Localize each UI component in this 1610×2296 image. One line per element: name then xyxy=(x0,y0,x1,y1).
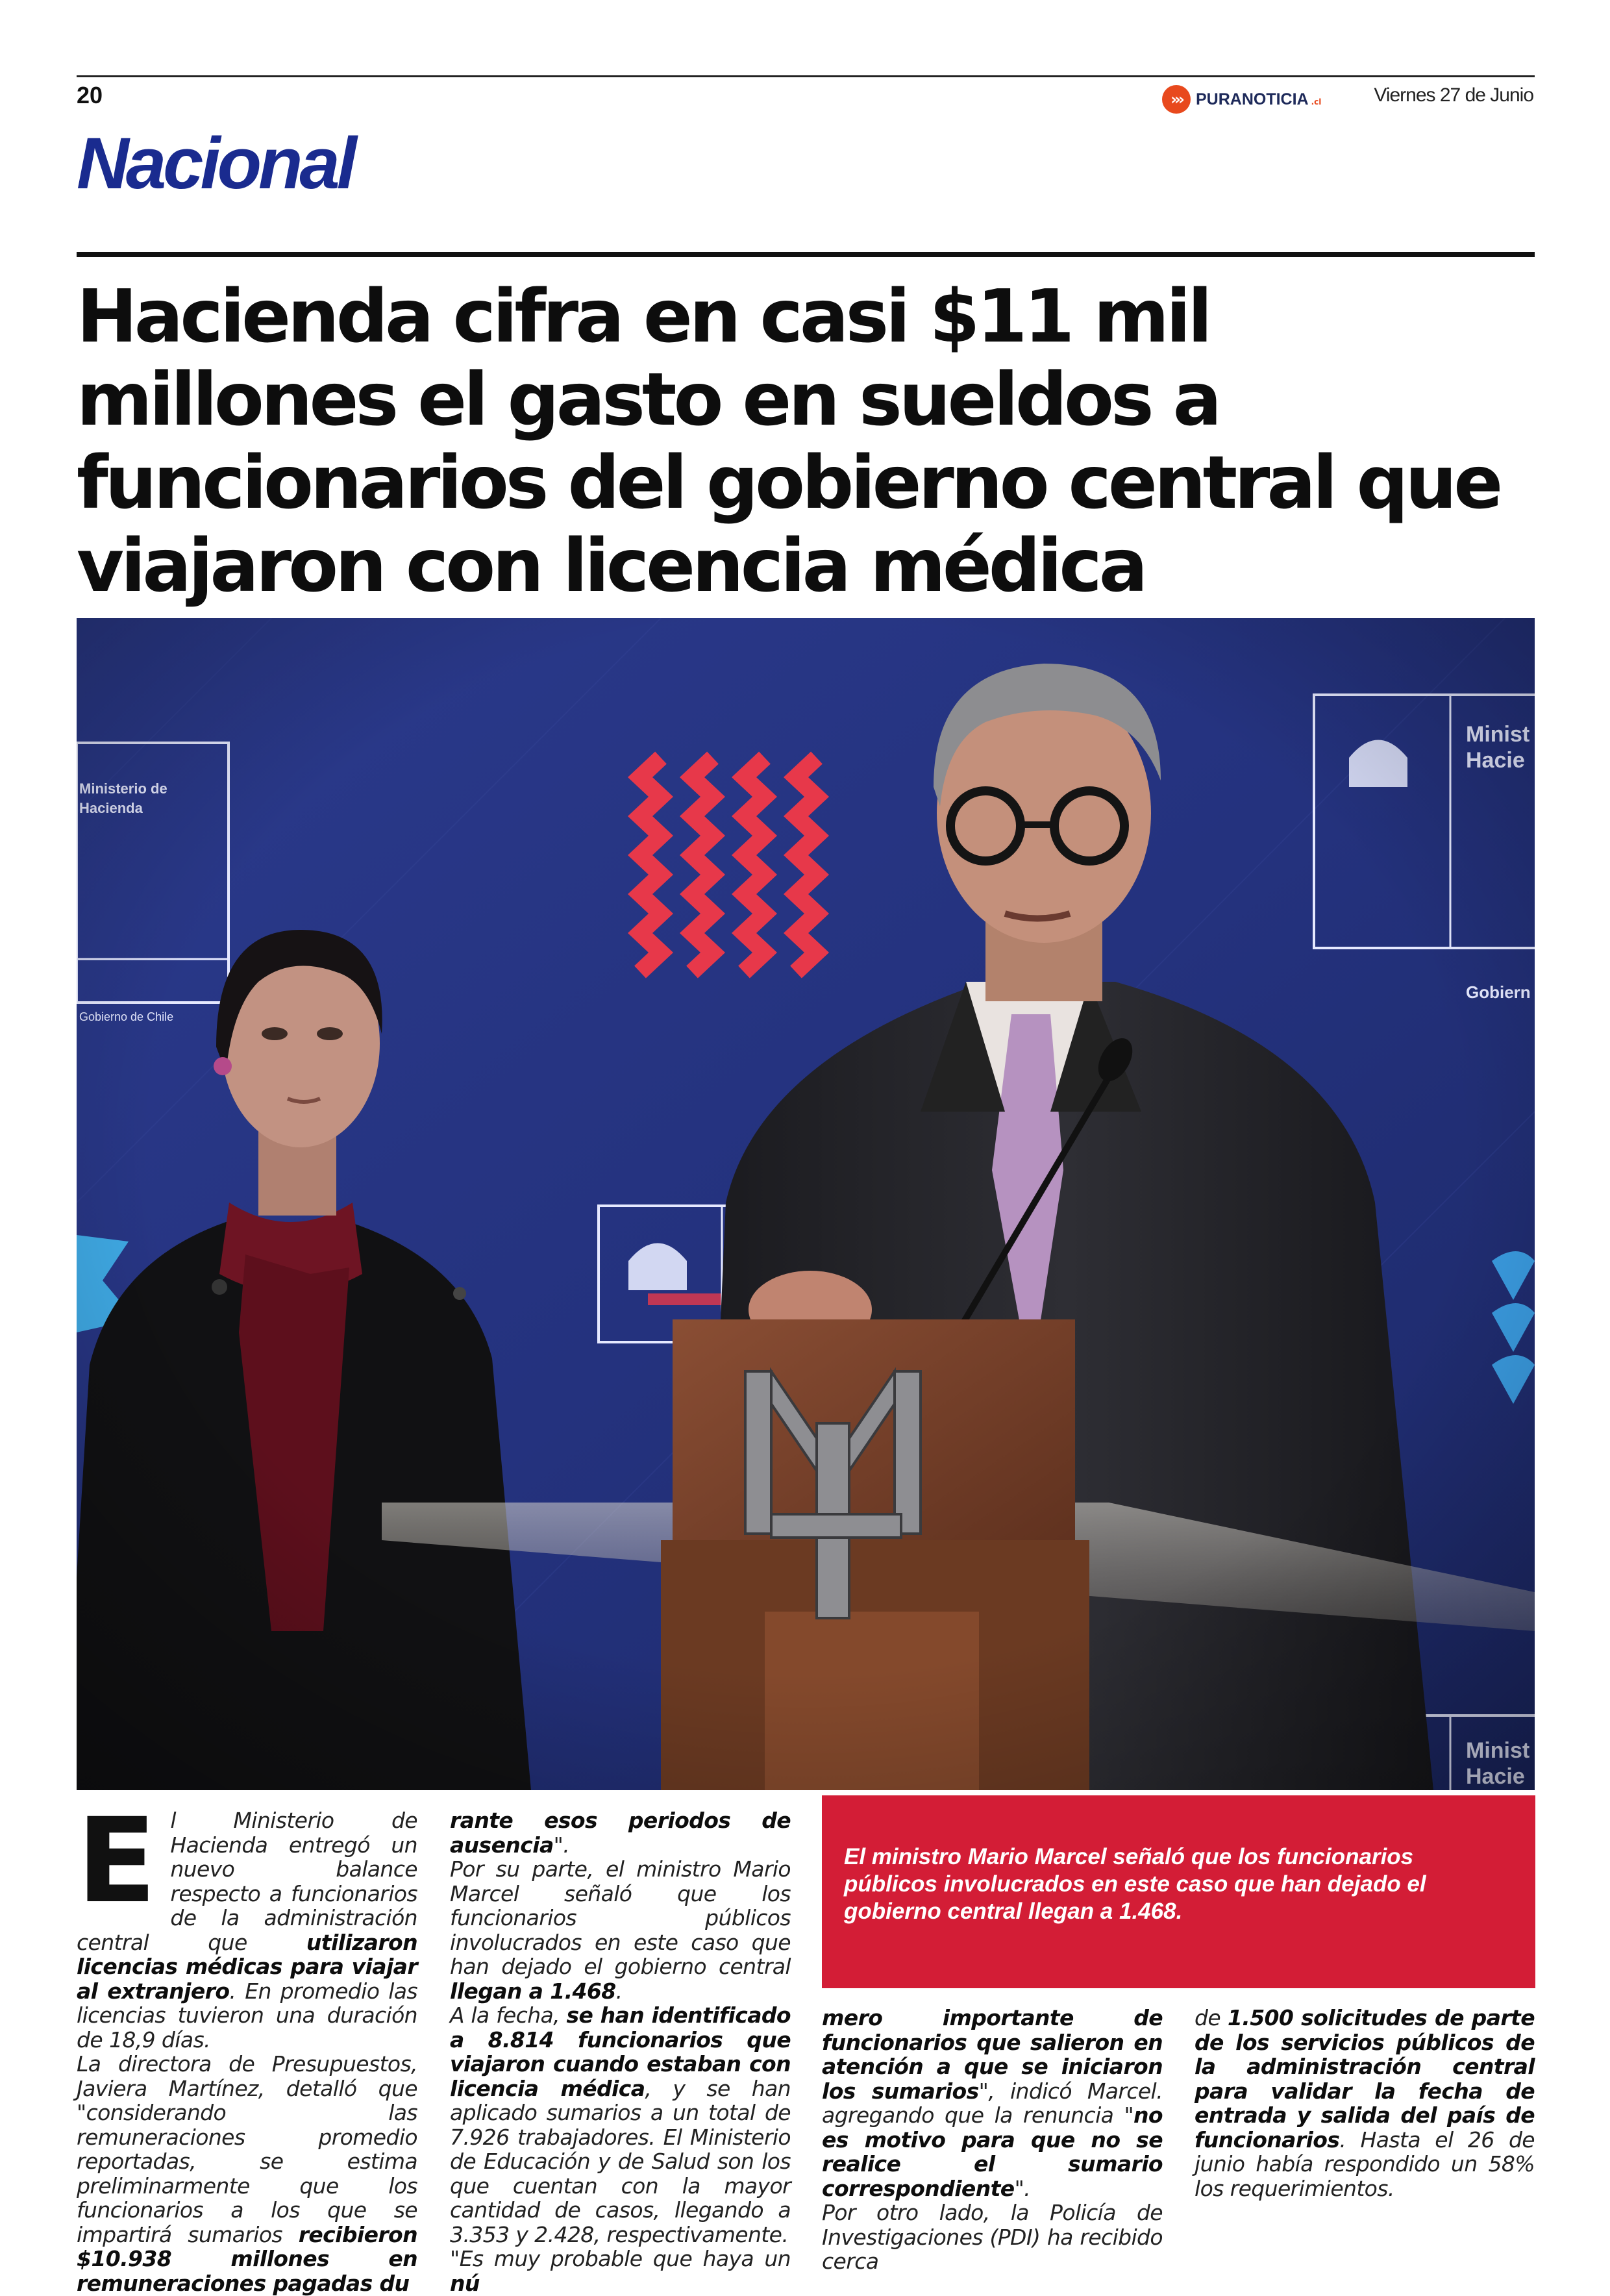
text-run: . xyxy=(615,1978,623,2004)
paragraph xyxy=(822,2201,1163,2274)
brand-logo xyxy=(1162,84,1321,114)
text-run: . Hasta el 26 de junio había respondido un 58% los requerimientos. xyxy=(1195,2127,1535,2201)
brand-name: PURANOTICIA xyxy=(1196,90,1309,108)
paragraph xyxy=(450,2247,791,2295)
text-run-bold: rante esos periodos de ausencia xyxy=(450,1808,791,1858)
text-run: . En promedio las licencias tuvieron una duración de 18,9 días. xyxy=(77,1978,417,2053)
paragraph xyxy=(1195,2006,1535,2201)
text-run: de xyxy=(1195,2005,1228,2030)
text-run-bold: llegan a 1.468 xyxy=(450,1978,616,2004)
text-run: ". xyxy=(1014,2175,1031,2201)
text-run-bold: mero importante de funcionarios que salieron en atención a que se iniciaron los sumarios xyxy=(822,2005,1163,2104)
headline: Hacienda cifra en casi $11 mil millones el gasto en sueldos a funcionarios del gobierno central que viajaron con licencia médica xyxy=(77,275,1500,608)
text-run: l Ministerio de Hacienda entregó un nuevo balance respecto a funcionarios de la administración central que xyxy=(77,1808,417,1955)
paragraph xyxy=(450,1857,791,2003)
text-run: La directora de Presupuestos, Javiera Martínez, detalló que "considerando las remuneraciones promedio reportadas, se estima preliminarmente que los funcionarios a los que se impartirá sumarios xyxy=(77,2051,417,2247)
issue-date: Viernes 27 de Junio xyxy=(1374,84,1533,106)
text-run: ". xyxy=(553,1832,570,1858)
paragraph xyxy=(77,2052,417,2295)
pull-quote-text: El ministro Mario Marcel señaló que los funcionarios públicos involucrados en este caso que han dejado el gobierno central llegan a 1.468. xyxy=(844,1844,1426,1924)
paragraph xyxy=(77,1793,417,2053)
headline-rule xyxy=(77,252,1535,257)
text-run-bold: utilizaron licencias médicas para viajar al extranjero xyxy=(77,1929,417,2004)
brand-suffix: .cl xyxy=(1311,97,1322,106)
chevrons-icon: ››› xyxy=(1162,85,1191,114)
text-run-bold: no es motivo para que no se realice el sumario correspondiente xyxy=(822,2103,1163,2201)
text-run: ", indicó Marcel. agregando que la renuncia " xyxy=(822,2078,1163,2128)
paragraph xyxy=(822,2006,1163,2201)
pull-quote-box xyxy=(822,1795,1535,1988)
page-number: 20 xyxy=(77,82,103,108)
drop-cap: E xyxy=(77,1793,156,1929)
paragraph xyxy=(450,1808,791,1857)
article-column-2 xyxy=(450,1808,791,2295)
text-run-bold: nú xyxy=(450,2270,480,2296)
text-run: A la fecha, xyxy=(450,2003,567,2028)
paragraph xyxy=(450,2003,791,2247)
top-rule xyxy=(77,75,1535,77)
text-run: Por otro lado, la Policía de Investigaciones (PDI) ha recibido cerca xyxy=(822,2200,1163,2274)
text-run-bold: recibieron $10.938 millones en remuneraciones pagadas du xyxy=(77,2221,417,2296)
article-column-4 xyxy=(1195,2006,1535,2201)
section-title: Nacional xyxy=(77,123,354,204)
text-run: Por su parte, el ministro Mario Marcel señaló que los funcionarios públicos involucrados en este caso que han dejado el gobierno central xyxy=(450,1856,791,1979)
article-column-3 xyxy=(822,2006,1163,2274)
press-conference-photo xyxy=(77,618,1535,1790)
article-column-1 xyxy=(77,1793,417,2296)
text-run-bold: se han identificado a 8.814 funcionarios que viajaron cuando estaban con licencia médica xyxy=(450,2003,791,2101)
article-photo xyxy=(77,618,1535,1790)
text-run: , y se han aplicado sumarios a un total de 7.926 trabajadores. El Ministerio de Educación y de Salud son los que cuentan con la mayor cantidad de casos, llegando a 3.353 y 2.428, respectivamente. xyxy=(450,2075,791,2247)
text-run: "Es muy probable que haya un xyxy=(450,2246,791,2271)
text-run-bold: 1.500 solicitudes de parte de los servicios públicos de la administración central para validar la fecha de entrada y salida del país de funcionarios xyxy=(1195,2005,1535,2152)
